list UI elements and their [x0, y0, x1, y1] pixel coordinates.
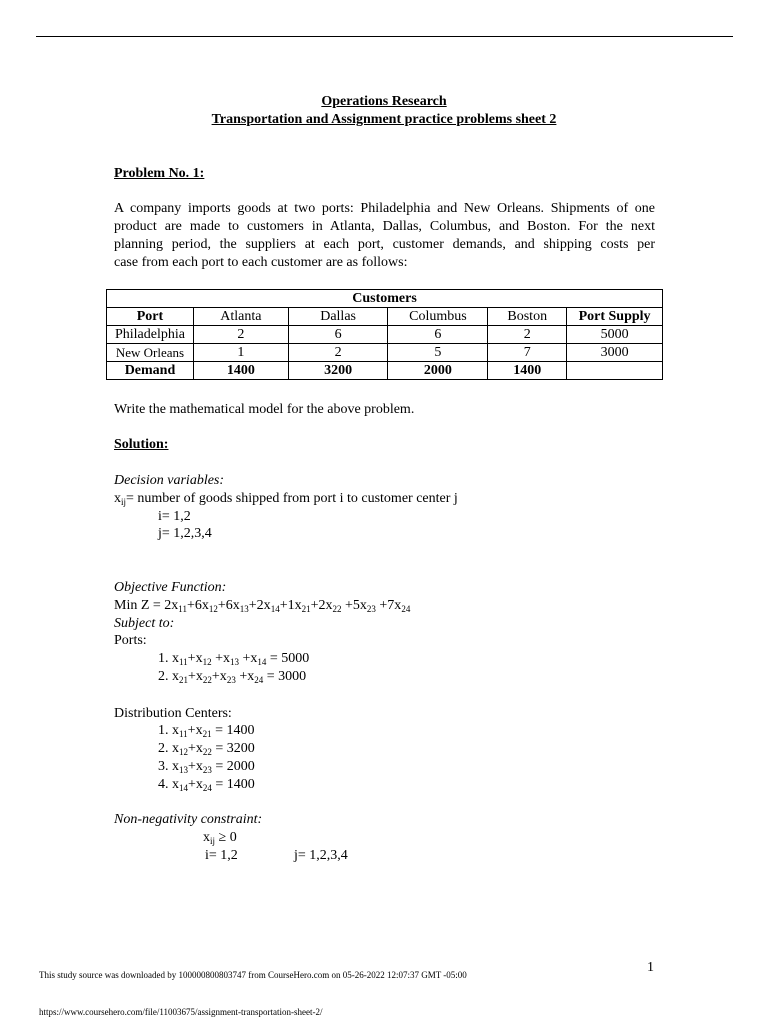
definition-text: = number of goods shipped from port i to customer center j	[126, 491, 458, 506]
term-text: x	[172, 777, 179, 792]
term-subscript: 11	[179, 657, 188, 667]
cost-cell: 2	[193, 326, 288, 344]
solution-heading: Solution:	[114, 437, 169, 452]
term-subscript: 22	[202, 675, 212, 685]
term-text: +1x	[279, 598, 302, 613]
term-text: x	[172, 723, 179, 738]
port-name: New Orleans	[107, 344, 194, 362]
demand-cell: 1400	[193, 362, 288, 380]
term-text: x	[172, 669, 179, 684]
objective-heading: Objective Function:	[114, 580, 227, 595]
j-range: j= 1,2,3,4	[158, 526, 212, 541]
term-subscript: 23	[366, 604, 376, 614]
term-subscript: 14	[257, 657, 267, 667]
term-text: x	[172, 759, 179, 774]
term-text: +x	[188, 669, 203, 684]
variable-symbol: x	[114, 491, 121, 506]
variable-subscript: ij	[121, 497, 127, 507]
top-rule	[36, 36, 733, 37]
term-text: +x	[188, 759, 203, 774]
non-negativity-heading: Non-negativity constraint:	[114, 812, 263, 827]
term-subscript: 22	[202, 747, 212, 757]
demand-cell: 1400	[488, 362, 567, 380]
term-subscript: 13	[239, 604, 249, 614]
demand-cell: 3200	[288, 362, 388, 380]
customer-header: Dallas	[288, 308, 388, 326]
term-text: +x	[211, 651, 230, 666]
i-range: i= 1,2	[158, 509, 191, 524]
term-text: +x	[187, 723, 203, 738]
variable-symbol: x	[203, 830, 210, 845]
instruction-text: Write the mathematical model for the above problem.	[114, 402, 415, 417]
term-text: +6x	[217, 598, 240, 613]
non-negativity-expression	[203, 830, 237, 846]
objective-terms	[164, 598, 410, 613]
term-text: +x	[188, 777, 203, 792]
constraint-rhs: = 2000	[211, 759, 255, 774]
term-text: +x	[187, 651, 203, 666]
port-constraint	[158, 669, 306, 685]
term-text: +x	[238, 651, 258, 666]
supply-column-header: Port Supply	[567, 308, 663, 326]
subject-to-label: Subject to:	[114, 616, 175, 631]
term-subscript: 12	[202, 657, 212, 667]
cost-cell: 1	[193, 344, 288, 362]
term-subscript: 24	[254, 675, 264, 685]
port-column-header: Port	[107, 308, 194, 326]
constraint-number: 1.	[158, 723, 172, 738]
paragraph-line: case from each port to each customer are as follows:	[114, 255, 408, 270]
non-negativity-j: j= 1,2,3,4	[294, 848, 348, 863]
customer-header: Atlanta	[193, 308, 288, 326]
table-row	[107, 344, 663, 362]
term-text: x	[172, 741, 179, 756]
cost-cell: 2	[288, 344, 388, 362]
term-subscript: 21	[202, 729, 212, 739]
term-subscript: 14	[179, 783, 188, 793]
term-subscript: 11	[178, 604, 187, 614]
paragraph-line: planning period, the suppliers at each port, customer demands, and shipping costs per	[114, 237, 655, 252]
cost-cell: 6	[388, 326, 488, 344]
term-subscript: 12	[208, 604, 218, 614]
doc-subtitle: Transportation and Assignment practice problems sheet 2	[211, 112, 557, 127]
cost-cell: 7	[488, 344, 567, 362]
constraint-number: 2.	[158, 669, 172, 684]
paragraph-line: product are made to customers in Atlanta, Dallas, Columbus, and Boston. For the next	[114, 219, 655, 234]
cost-cell: 5	[388, 344, 488, 362]
objective-prefix: Min Z =	[114, 598, 165, 613]
constraint-rhs: = 1400	[211, 777, 255, 792]
decision-variables-heading: Decision variables:	[114, 473, 225, 488]
term-text: +2x	[248, 598, 271, 613]
constraint-rhs: = 5000	[266, 651, 310, 666]
decision-variable-definition	[114, 491, 458, 507]
dc-constraint	[158, 723, 254, 739]
constraint-number: 4.	[158, 777, 172, 792]
constraint-number: 2.	[158, 741, 172, 756]
dc-constraint	[158, 777, 255, 793]
objective-function	[114, 598, 410, 614]
term-subscript: 23	[202, 765, 212, 775]
customer-header: Columbus	[388, 308, 488, 326]
variable-subscript: ij	[210, 836, 216, 846]
constraint-number: 3.	[158, 759, 172, 774]
table-row	[107, 326, 663, 344]
term-subscript: 11	[179, 729, 188, 739]
term-text: +2x	[310, 598, 333, 613]
cost-table	[106, 289, 663, 380]
customer-header: Boston	[488, 308, 567, 326]
constraint-rhs: = 1400	[211, 723, 255, 738]
empty-cell	[567, 362, 663, 380]
problem-heading: Problem No. 1:	[114, 166, 205, 181]
demand-cell: 2000	[388, 362, 488, 380]
cost-cell: 2	[488, 326, 567, 344]
constraint-rhs: = 3200	[211, 741, 255, 756]
term-text: +x	[235, 669, 255, 684]
paragraph-line: A company imports goods at two ports: Philadelphia and New Orleans. Shipments of one	[114, 201, 655, 216]
term-text: +7x	[375, 598, 402, 613]
cost-cell: 6	[288, 326, 388, 344]
non-negativity-i: i= 1,2	[205, 848, 238, 863]
term-subscript: 23	[226, 675, 236, 685]
distribution-centers-label: Distribution Centers:	[114, 706, 232, 721]
port-constraint	[158, 651, 309, 667]
term-text: +x	[211, 669, 227, 684]
relation: ≥ 0	[215, 830, 237, 845]
customers-header: Customers	[107, 290, 663, 308]
source-url[interactable]: https://www.coursehero.com/file/11003675/assignment-transportation-sheet-2/	[39, 1007, 323, 1017]
term-text: +x	[188, 741, 203, 756]
term-subscript: 24	[401, 604, 411, 614]
demand-label: Demand	[107, 362, 194, 380]
constraint-rhs: = 3000	[263, 669, 307, 684]
term-text: x	[172, 651, 179, 666]
supply-cell: 5000	[567, 326, 663, 344]
dc-constraint	[158, 741, 255, 757]
term-subscript: 21	[301, 604, 311, 614]
demand-row	[107, 362, 663, 380]
term-subscript: 22	[332, 604, 342, 614]
term-subscript: 21	[179, 675, 188, 685]
term-text: +5x	[341, 598, 367, 613]
problem-paragraph	[114, 200, 655, 272]
term-subscript: 14	[270, 604, 280, 614]
term-text: 2x	[164, 598, 179, 613]
term-subscript: 13	[179, 765, 188, 775]
page-number: 1	[647, 960, 654, 975]
download-note: This study source was downloaded by 100000800803747 from CourseHero.com on 05-26-2022 12:07:37 GMT -05:00	[39, 970, 467, 980]
term-text: +6x	[186, 598, 209, 613]
term-subscript: 13	[229, 657, 239, 667]
supply-cell: 3000	[567, 344, 663, 362]
term-subscript: 24	[202, 783, 212, 793]
constraint-number: 1.	[158, 651, 172, 666]
doc-title: Operations Research	[321, 94, 447, 109]
term-subscript: 12	[179, 747, 188, 757]
dc-constraint	[158, 759, 255, 775]
ports-label: Ports:	[114, 633, 147, 648]
port-name: Philadelphia	[107, 326, 194, 344]
